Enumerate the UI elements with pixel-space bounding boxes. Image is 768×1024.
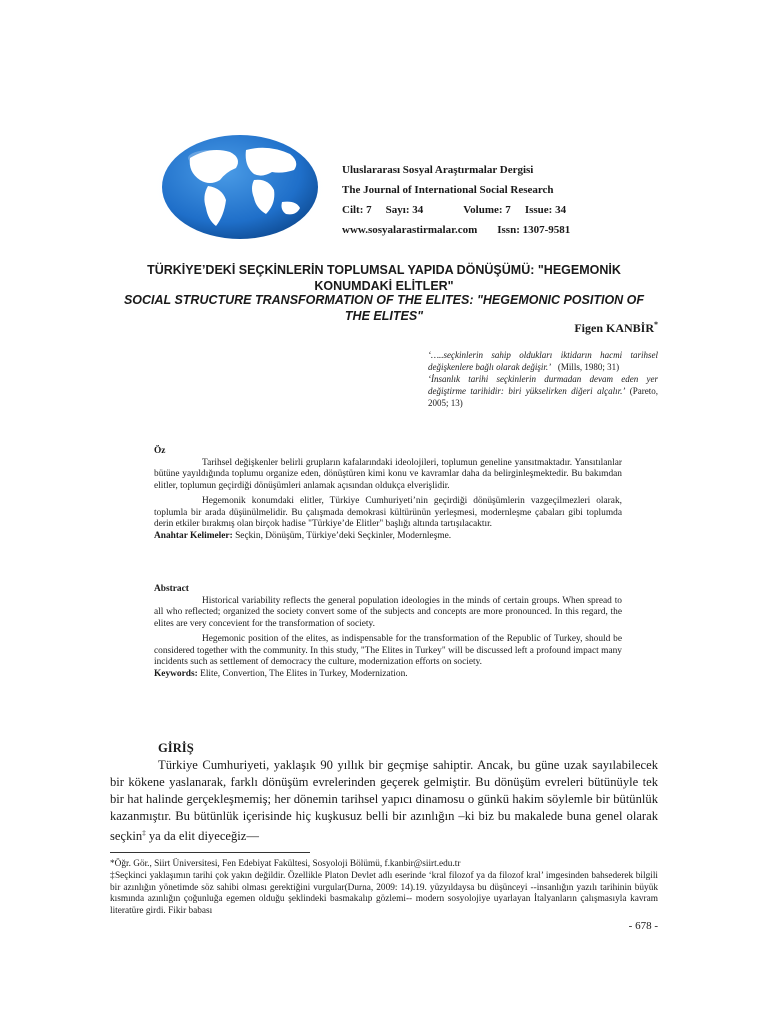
volume: Volume: 7 [463, 204, 511, 216]
website-link[interactable]: www.sosyalarastirmalar.com [342, 224, 478, 236]
oz-keywords: Anahtar Kelimeler: Seçkin, Dönüşüm, Türkiye’deki Seçkinler, Modernleşme. [154, 530, 452, 541]
oz-paragraph-2: Hegemonik konumdaki elitler, Türkiye Cumhuriyeti’nin geçirdiği dönüşümlerin vazgeçilmezleri olarak, toplumla bir arada düşünülmelidir. Bu çalışmada demokrasi kültürünün yerleşmesi, modernleşme çabaları gibi toplumda derin etkiler bırakmış olan birçok hadise "Türkiye’de Elitler" başlığı altında tartışılacaktır. [154, 496, 622, 529]
footnote-2: ‡Seçkinci yaklaşımın tarihi çok yakın değildir. Özellikle Platon Devlet adlı eserinde ‘kral filozof ya da filozof kral’ imgesinden bahsederek bilgili bir azınlığın yönetimde söz sahibi olması gerektiğini vurgular(Durna, 2009: 14).19. yüzyıldaysa bu düşünceyi --insanlığın yazılı tarihinin büyük kısmında azınlığın çoğunluğa egemen olduğu şeklindeki basmakalıp gözlemi-- modern sosyolojiye uyarlayan İtalyanların çalışmasıyla kavram literatüre girdi. Fikir babası [110, 870, 658, 917]
footnote-1: *Öğr. Gör., Siirt Üniversitesi, Fen Edebiyat Fakültesi, Sosyoloji Bölümü, f.kanbir@siirt.edu.tr [110, 859, 461, 869]
cilt: Cilt: 7 [342, 204, 372, 216]
epigraph-cite-2: (Pareto, 2005; 13) [428, 386, 658, 408]
author-name: Figen KANBİR* [574, 320, 658, 335]
journal-info [342, 160, 570, 240]
page-number: - 678 - [628, 920, 658, 932]
journal-name-tr: Uluslararası Sosyal Araştırmalar Dergisi [342, 164, 534, 176]
abstract-paragraph-2: Hegemonic position of the elites, as indispensable for the transformation of the Republic of Turkey, should be considered together with the community. In this study, "The Elites in Turkey" will be discussed left a profound impact many incidents such as settlement of democracy the culture, modernization efforts on society. [154, 634, 622, 667]
section-heading-giris: GİRİŞ [158, 741, 194, 755]
footnotes [110, 859, 658, 918]
body-paragraph-1: Türkiye Cumhuriyeti, yaklaşık 90 yıllık bir geçmişe sahiptir. Ancak, bu güne uzak sayılabilecek bir kökene yaslanarak, farklı dönüşüm evrelerinden geçerek gelmiştir. Bu dönüşüm evreleri bütünüyle tek bir hat halinde gerçekleşmemiş; her dönemin tarihsel yapıcı dinamosu o günkü hakim söylemle bir bütünlük kazanmıştır. Bu bütünlük içerisinde hiç kuşkusuz belli bir azınlığın –ki biz bu makalede buna genel olarak seçkin‡ ya da elit diyeceğiz— [110, 758, 658, 844]
oz-paragraph-1: Tarihsel değişkenler belirli grupların kafalarındaki ideolojileri, toplumun geneline yansıtmaktadır. Yansıtılanlar bütüne yayıldığında toplumu organize eden, dönüştüren kimi konu ve kavramlar daha da belirginleşmektedir. Bu bakımdan elitler, toplumun geçirdiği dönüşümleri anlamak açısından oldukça elverişlidir. [154, 457, 622, 491]
abstract-paragraph-1: Historical variability reflects the general population ideologies in the minds of certain groups. When spread to all who reflected; organized the society convert some of the subjects and concepts are more pronounced. In this regard, the elites are very concevient for the transformation of society. [154, 595, 622, 629]
article-body [110, 740, 658, 845]
sayi: Sayı: 34 [385, 204, 424, 216]
abstract-heading: Abstract [154, 584, 189, 594]
epigraph-cite-1: (Mills, 1980; 31) [557, 362, 620, 372]
journal-name-en: The Journal of International Social Research [342, 184, 554, 196]
globe-logo-icon [150, 128, 330, 246]
web-issn-line [342, 220, 570, 240]
article-title-tr: TÜRKİYE’DEKİ SEÇKİNLERİN TOPLUMSAL YAPIDA DÖNÜŞÜMÜ: "HEGEMONİK KONUMDAKİ ELİTLER" [147, 263, 621, 293]
issue: Issue: 34 [524, 204, 567, 216]
issue-line [342, 200, 570, 220]
abstract-section [154, 584, 622, 680]
epigraph [428, 349, 658, 409]
epigraph-quote-2: ‘İnsanlık tarihi seçkinlerin durmadan devam eden yer değiştirme tarihidir: biri yükselirken diğeri alçalır.’ [428, 374, 658, 396]
abstract-keywords: Keywords: Elite, Convertion, The Elites in Turkey, Modernization. [154, 668, 408, 679]
issn: Issn: 1307-9581 [497, 224, 571, 236]
oz-section [154, 446, 622, 542]
footnote-divider [110, 852, 310, 853]
article-title-en: SOCIAL STRUCTURE TRANSFORMATION OF THE ELITES: "HEGEMONIC POSITION OF THE ELITES" [123, 293, 645, 323]
oz-heading: Öz [154, 446, 166, 456]
epigraph-quote-1: ‘…..seçkinlerin sahip oldukları iktidarın hacmi tarihsel değişkenlere bağlı olarak değişir.’ [428, 350, 658, 372]
author-footnote-mark: * [654, 320, 658, 329]
